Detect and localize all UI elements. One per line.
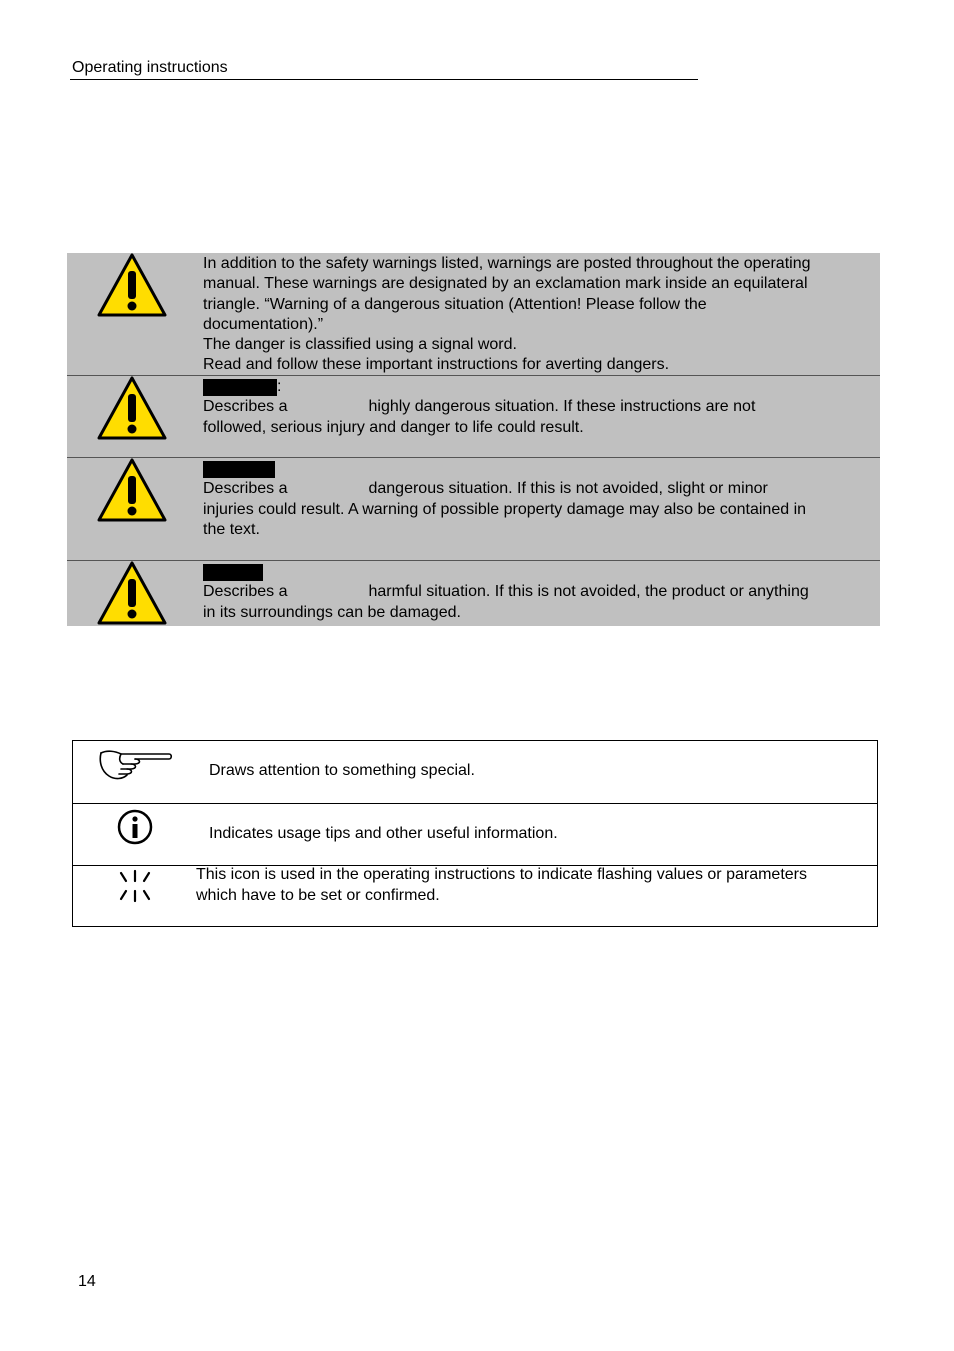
text-line: Describes a dangerous situation. If this is not avoided, slight or minor [203,480,768,498]
signal-word-redacted [203,379,277,396]
warning-row-intro [67,253,880,376]
text-line: in its surroundings can be damaged. [203,603,461,621]
text-line: triangle. “Warning of a dangerous situation (Attention! Please follow the [203,295,707,313]
text-line: which have to be set or confirmed. [196,886,440,904]
info-circle-icon [117,809,153,845]
header-title: Operating instructions [72,59,228,76]
warning-danger-text [203,377,874,438]
text-line: Describes a highly dangerous situation. If these instructions are not [203,398,756,416]
text-line: Read and follow these important instructions for averting dangers. [203,356,670,374]
info-row-tips [73,804,877,866]
warning-row-warning [67,458,880,561]
warning-row-danger [67,376,880,458]
info-text-tips: Indicates usage tips and other useful information. [209,825,558,842]
text-line: In addition to the safety warnings listed, warnings are posted throughout the operating [203,255,811,272]
warning-table [67,253,880,626]
warning-row-caution [67,561,880,626]
warning-warning-text [203,459,874,540]
signal-word-redacted [203,564,263,581]
text-line: Describes a harmful situation. If this is not avoided, the product or anything [203,583,809,601]
pointing-hand-icon [97,745,173,781]
signal-word-line [203,377,874,397]
text-line: followed, serious injury and danger to life could result. [203,418,584,436]
text-line: injuries could result. A warning of possible property damage may also be contained in [203,500,807,518]
warning-triangle-icon [97,458,167,522]
warning-caution-text [203,562,874,623]
flashing-indicator-icon [117,869,153,903]
info-text-flashing [196,865,807,906]
signal-word-line [203,459,874,479]
warning-triangle-icon [97,376,167,440]
page-number: 14 [78,1273,96,1290]
info-symbol-table [72,740,878,927]
warning-triangle-icon [97,253,167,317]
text-line: the text. [203,520,260,538]
warning-triangle-icon [97,561,167,625]
info-row-flashing [73,866,877,926]
text-line: This icon is used in the operating instructions to indicate flashing values or parameters [196,866,807,883]
page-header [70,58,698,80]
signal-colon: : [277,378,282,395]
text-line: manual. These warnings are designated by an exclamation mark inside an equilateral [203,275,808,293]
info-row-attention [73,741,877,804]
info-text-attention: Draws attention to something special. [209,762,475,779]
signal-word-line [203,562,874,582]
signal-word-redacted [203,461,275,478]
warning-intro-text [203,254,874,376]
text-line: documentation).” [203,315,324,333]
text-line: The danger is classified using a signal word. [203,336,517,354]
